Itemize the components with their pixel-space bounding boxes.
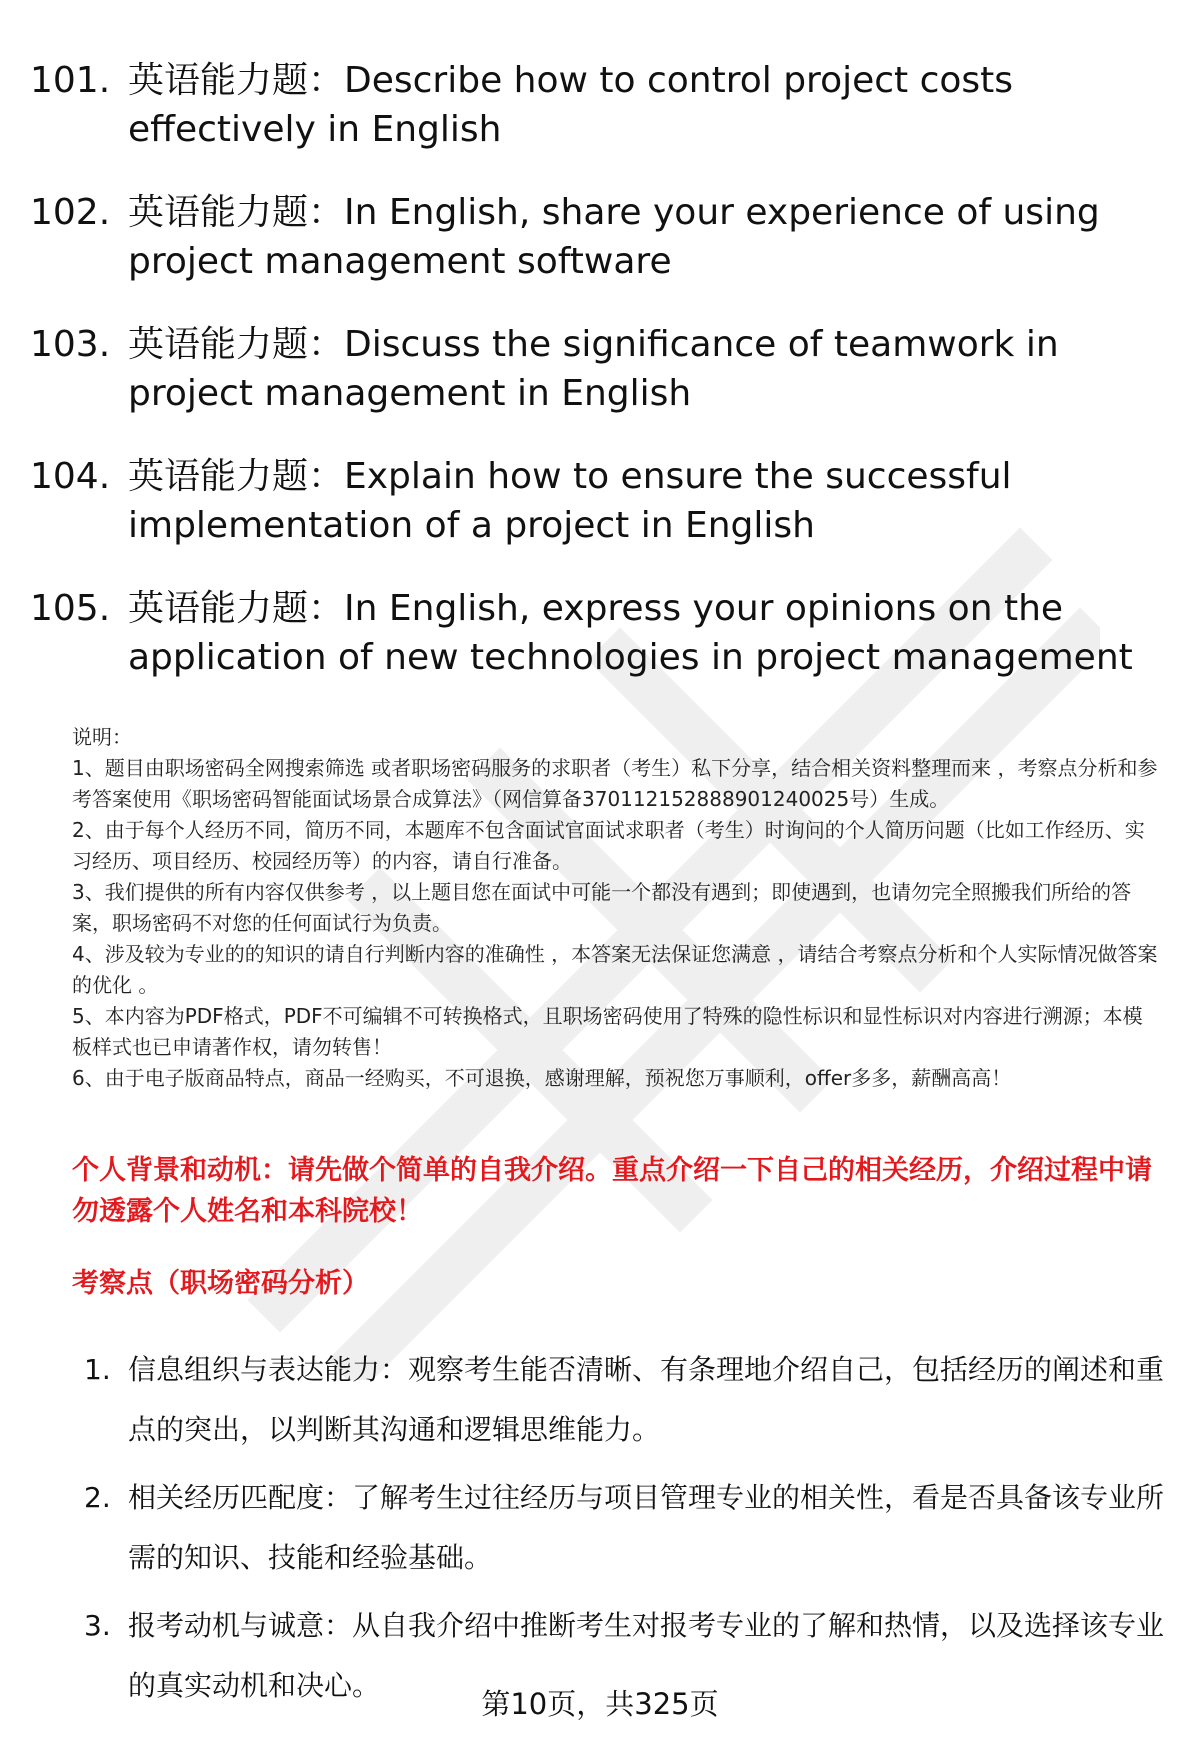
question-text: 英语能力题：Describe how to control project costs effectively in English [128, 60, 1014, 150]
analysis-item [84, 1468, 1164, 1588]
question-text: 英语能力题：Explain how to ensure the successful implementation of a project in English [128, 456, 1012, 546]
notes-section [72, 722, 1162, 1094]
question-item [30, 452, 1170, 550]
question-number: 101. [30, 60, 111, 101]
analysis-text: 相关经历匹配度：了解考生过往经历与项目管理专业的相关性，看是否具备该专业所需的知识、技能和经验基础。 [128, 1481, 1165, 1574]
question-text: 英语能力题：In English, express your opinions on the application of new technologies in project management [128, 588, 1133, 678]
analysis-number: 2. [84, 1481, 111, 1514]
question-text: 英语能力题：In English, share your experience of using project management software [128, 192, 1100, 282]
note-line: 4、涉及较为专业的的知识的请自行判断内容的准确性 ，本答案无法保证您满意 ，请结合考察点分析和个人实际情况做答案的优化 。 [72, 942, 1158, 997]
analysis-number: 1. [84, 1353, 111, 1386]
question-number: 105. [30, 588, 111, 629]
note-line: 2、由于每个人经历不同，简历不同，本题库不包含面试官面试求职者（考生）时询问的个人简历问题（比如工作经历、实习经历、项目经历、校园经历等）的内容，请自行准备。 [72, 818, 1145, 873]
analysis-list [84, 1340, 1164, 1724]
section-heading: 个人背景和动机：请先做个简单的自我介绍。重点介绍一下自己的相关经历，介绍过程中请勿透露个人姓名和本科院校！ [72, 1155, 1152, 1227]
question-text: 英语能力题：Discuss the significance of teamwork in project management in English [128, 324, 1059, 414]
question-list [30, 56, 1170, 716]
analysis-number: 3. [84, 1609, 111, 1642]
question-number: 103. [30, 324, 111, 365]
question-item [30, 56, 1170, 154]
question-item [30, 584, 1170, 682]
question-number: 104. [30, 456, 111, 497]
note-line: 6、由于电子版商品特点，商品一经购买，不可退换，感谢理解，预祝您万事顺利，offer多多，薪酬高高！ [72, 1066, 1012, 1090]
note-line: 5、本内容为PDF格式，PDF不可编辑不可转换格式，且职场密码使用了特殊的隐性标识和显性标识对内容进行溯源；本模板样式也已申请著作权，请勿转售！ [72, 1004, 1143, 1059]
section-subheading: 考察点（职场密码分析） [72, 1268, 369, 1299]
question-item [30, 320, 1170, 418]
question-item [30, 188, 1170, 286]
question-number: 102. [30, 192, 111, 233]
analysis-text: 信息组织与表达能力：观察考生能否清晰、有条理地介绍自己，包括经历的阐述和重点的突出，以判断其沟通和逻辑思维能力。 [128, 1353, 1165, 1446]
analysis-text: 报考动机与诚意：从自我介绍中推断考生对报考专业的了解和热情，以及选择该专业的真实动机和决心。 [128, 1609, 1165, 1702]
note-line: 1、题目由职场密码全网搜索筛选 或者职场密码服务的求职者（考生）私下分享，结合相关资料整理而来 ，考察点分析和参考答案使用《职场密码智能面试场景合成算法》（网信算备370112152888901240025号）生成。 [72, 756, 1158, 811]
page-footer: 第10页，共325页 [481, 1687, 719, 1721]
analysis-item [84, 1340, 1164, 1460]
notes-title: 说明： [72, 725, 132, 749]
note-line: 3、我们提供的所有内容仅供参考 ，以上题目您在面试中可能一个都没有遇到；即使遇到，也请勿完全照搬我们所给的答案，职场密码不对您的任何面试行为负责。 [72, 880, 1132, 935]
